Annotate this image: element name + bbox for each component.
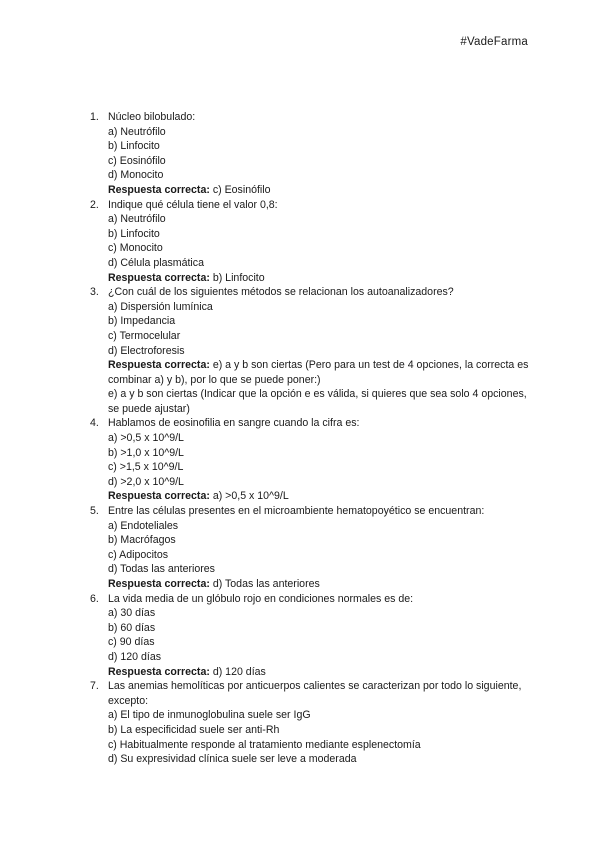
- option: b) Linfocito: [108, 140, 160, 153]
- option: a) >0,5 x 10^9/L: [108, 432, 184, 445]
- question-item: [90, 592, 530, 680]
- correct-answer: [108, 577, 530, 592]
- question-list: [90, 110, 530, 767]
- option: b) Impedancia: [108, 315, 176, 328]
- answer-text: d) Todas las anteriores: [209, 578, 320, 590]
- question-text: Hablamos de eosinofilia en sangre cuando la cifra es:: [108, 417, 360, 430]
- question-text: Indique qué célula tiene el valor 0,8:: [108, 198, 278, 211]
- option: d) >2,0 x 10^9/L: [108, 475, 184, 488]
- answer-label: Respuesta correcta:: [108, 665, 210, 678]
- hashtag-header: #VadeFarma: [460, 36, 528, 48]
- option: d) Su expresividad clínica suele ser leve a moderada: [108, 753, 357, 766]
- option: b) Macrófagos: [108, 534, 176, 547]
- correct-answer: [108, 665, 530, 680]
- answer-text: e) a y b son ciertas (Pero para un test de 4 opciones, la correcta es combinar a) y b), por lo que se puede poner:): [108, 359, 529, 386]
- question-number: 4.: [90, 417, 99, 430]
- option: c) Monocito: [108, 242, 163, 255]
- question-text: Entre las células presentes en el microambiente hematopoyético se encuentran:: [108, 505, 485, 518]
- answer-label: Respuesta correcta:: [108, 271, 210, 284]
- option: c) Adipocitos: [108, 548, 169, 561]
- answer-label: Respuesta correcta:: [108, 183, 210, 196]
- option: c) Termocelular: [108, 329, 181, 342]
- answer-text: c) Eosinófilo: [209, 183, 271, 196]
- option: a) El tipo de inmunoglobulina suele ser IgG: [108, 709, 311, 722]
- answer-text: d) 120 días: [209, 665, 266, 678]
- question-text: Las anemias hemolíticas por anticuerpos calientes se caracterizan por todo lo siguiente, excepto:: [108, 680, 522, 707]
- option: a) Dispersión lumínica: [108, 300, 213, 313]
- question-number: 3.: [90, 286, 99, 299]
- question-item: [90, 198, 530, 286]
- option: d) 120 días: [108, 650, 162, 663]
- question-number: 7.: [90, 680, 99, 693]
- answer-label: Respuesta correcta:: [108, 490, 210, 503]
- answer-text: b) Linfocito: [209, 271, 265, 284]
- question-item: [90, 679, 530, 767]
- question-item: [90, 504, 530, 592]
- option: a) 30 días: [108, 607, 156, 620]
- question-number: 2.: [90, 198, 99, 211]
- answer-text: a) >0,5 x 10^9/L: [209, 490, 289, 503]
- option: a) Endoteliales: [108, 519, 179, 532]
- option: d) Todas las anteriores: [108, 563, 215, 576]
- question-text: La vida media de un glóbulo rojo en condiciones normales es de:: [108, 592, 414, 605]
- question-text: Núcleo bilobulado:: [108, 111, 196, 123]
- option: b) La especificidad suele ser anti-Rh: [108, 723, 280, 736]
- question-number: 6.: [90, 592, 99, 605]
- option: b) 60 días: [108, 621, 156, 634]
- question-item: [90, 110, 530, 198]
- answer-label: Respuesta correcta:: [108, 359, 210, 372]
- question-item: [90, 416, 530, 504]
- option: c) 90 días: [108, 636, 155, 649]
- correct-answer: [108, 358, 530, 387]
- answer-label: Respuesta correcta:: [108, 578, 210, 590]
- option: c) Eosinófilo: [108, 154, 166, 167]
- question-number: 5.: [90, 505, 99, 518]
- correct-answer: [108, 271, 530, 286]
- option: b) Linfocito: [108, 227, 160, 240]
- option: d) Célula plasmática: [108, 256, 204, 269]
- correct-answer: [108, 183, 530, 198]
- question-text: ¿Con cuál de los siguientes métodos se relacionan los autoanalizadores?: [108, 286, 454, 299]
- answer-note: e) a y b son ciertas (Indicar que la opción e es válida, si quieres que sea solo 4 opciones, se puede ajustar): [108, 388, 527, 415]
- correct-answer: [108, 489, 530, 504]
- question-item: [90, 285, 530, 416]
- option: c) Habitualmente responde al tratamiento mediante esplenectomía: [108, 738, 421, 751]
- option: c) >1,5 x 10^9/L: [108, 461, 184, 474]
- option: b) >1,0 x 10^9/L: [108, 446, 184, 459]
- option: a) Neutrófilo: [108, 213, 166, 226]
- option: d) Monocito: [108, 169, 164, 182]
- question-number: 1.: [90, 111, 99, 123]
- option: a) Neutrófilo: [108, 125, 166, 138]
- option: d) Electroforesis: [108, 344, 185, 357]
